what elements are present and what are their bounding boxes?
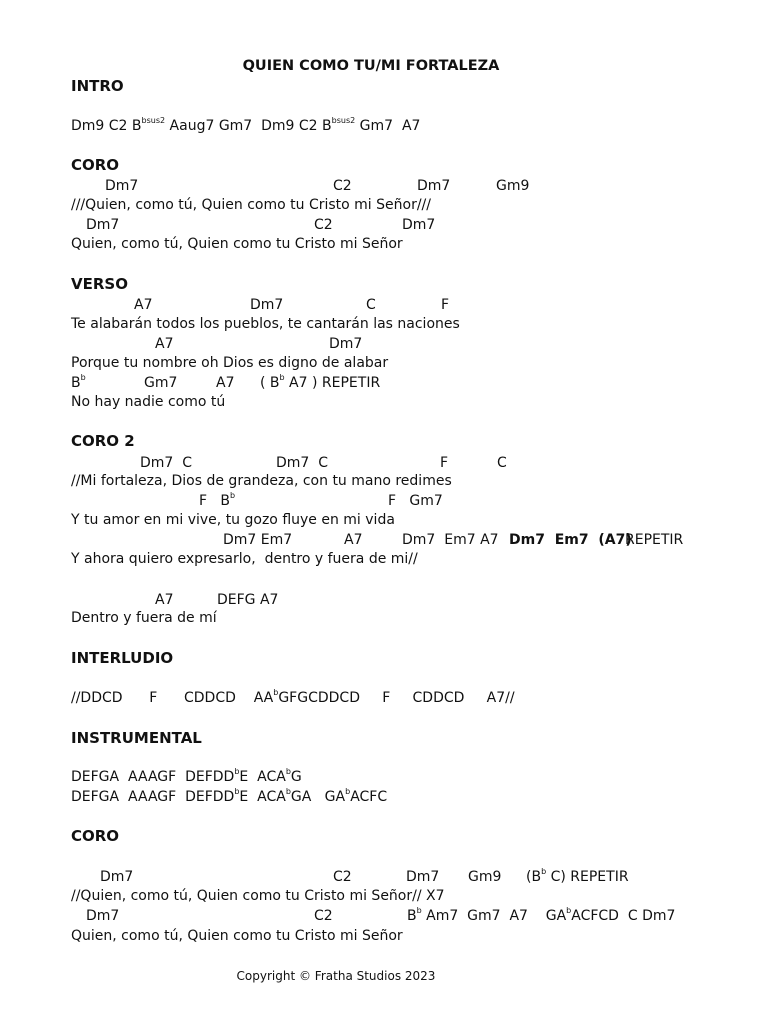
section-heading-instrumental: INSTRUMENTAL <box>71 729 202 747</box>
lyric-line: Quien, como tú, Quien como tu Cristo mi Señor <box>71 236 403 252</box>
chord: Dm7 C <box>276 455 329 471</box>
chord: F $B^b$ <box>199 491 236 509</box>
lyric-line: Te alabarán todos los pueblos, te cantarán las naciones <box>71 316 460 332</box>
repeat-instruction: ($B^b$ C) REPETIR <box>526 867 629 885</box>
chord: Dm7 <box>86 217 120 233</box>
lyric-line: Quien, como tú, Quien como tu Cristo mi Señor <box>71 928 403 944</box>
chord: Gm9 <box>468 869 502 885</box>
repeat-instruction: ( $B^b$ A7 ) REPETIR <box>260 373 381 391</box>
chord: A7 <box>344 532 363 548</box>
chord: $B^b$ <box>71 373 86 391</box>
song-title: QUIEN COMO TU/MI FORTALEZA <box>242 58 500 74</box>
chord: Dm7 C <box>140 455 193 471</box>
chord-bold: Dm7 Em7 (A7) <box>509 532 632 548</box>
lyric-line: Y tu amor en mi vive, tu gozo fluye en mi vida <box>71 512 395 528</box>
chord: Dm7 Em7 A7 <box>402 532 499 548</box>
interludio-notes: //DDCD F CDDCD $AA^bGFGCDDCD$ F CDDCD A7// <box>71 688 515 706</box>
chord: C <box>366 297 376 313</box>
chord: C2 <box>333 178 352 194</box>
chord: Dm7 <box>329 336 363 352</box>
section-heading-coro: CORO <box>71 156 120 174</box>
chord: Dm7 <box>250 297 284 313</box>
chord: Dm7 Em7 <box>223 532 293 548</box>
lyric-line: //Mi fortaleza, Dios de grandeza, con tu mano redimes <box>71 473 452 489</box>
chord: A7 <box>155 592 174 608</box>
copyright-footer: Copyright © Fratha Studios 2023 <box>236 969 436 983</box>
lyric-line: Porque tu nombre oh Dios es digno de alabar <box>71 355 389 371</box>
chord: Dm7 <box>406 869 440 885</box>
chord: C2 <box>333 869 352 885</box>
instrumental-notes: DEFGA AAAGF DEFDD$^b$E ACA$^b$G <box>71 767 302 785</box>
lyric-line: //Quien, como tú, Quien como tu Cristo mi Señor// X7 <box>71 888 445 904</box>
lyric-line: ///Quien, como tú, Quien como tu Cristo mi Señor/// <box>71 197 431 213</box>
chord: DEFG A7 <box>217 592 279 608</box>
instrumental-notes: DEFGA AAAGF DEFDD$^b$E ACA$^b$GA $GA^bACFC$ <box>71 787 388 805</box>
chord: C2 <box>314 217 333 233</box>
lyric-line: Y ahora quiero expresarlo, dentro y fuera de mi// <box>71 551 418 567</box>
chord: Dm7 <box>86 908 120 924</box>
chord: A7 <box>134 297 153 313</box>
chord: A7 <box>216 375 235 391</box>
intro-chords: Dm9 C2 $B^{bsus2}$ Aaug7 Gm7 Dm9 C2 $B^{bsus2}$ Gm7 A7 <box>71 116 421 134</box>
chord: F <box>441 297 450 313</box>
chord-sequence: $B^b$ Am7 Gm7 A7 $GA^bACFCD$ C Dm7 <box>407 906 676 924</box>
section-heading-intro: INTRO <box>71 77 124 95</box>
chord: C2 <box>314 908 333 924</box>
section-heading-coro: CORO <box>71 827 120 845</box>
section-heading-coro-2: CORO 2 <box>71 432 135 450</box>
chord: Gm7 <box>144 375 178 391</box>
chord: A7 <box>155 336 174 352</box>
chord: F Gm7 <box>388 493 443 509</box>
chord: Dm7 <box>105 178 139 194</box>
chord: Dm7 <box>100 869 134 885</box>
lyric-line: No hay nadie como tú <box>71 394 226 410</box>
chord: Gm9 <box>496 178 530 194</box>
section-heading-interludio: INTERLUDIO <box>71 649 174 667</box>
chord: F <box>440 455 449 471</box>
lyric-line: Dentro y fuera de mí <box>71 610 217 626</box>
chord: C <box>497 455 507 471</box>
section-heading-verso: VERSO <box>71 275 128 293</box>
chord: Dm7 <box>402 217 436 233</box>
chord: Dm7 <box>417 178 451 194</box>
repeat-instruction: REPETIR <box>625 532 684 548</box>
